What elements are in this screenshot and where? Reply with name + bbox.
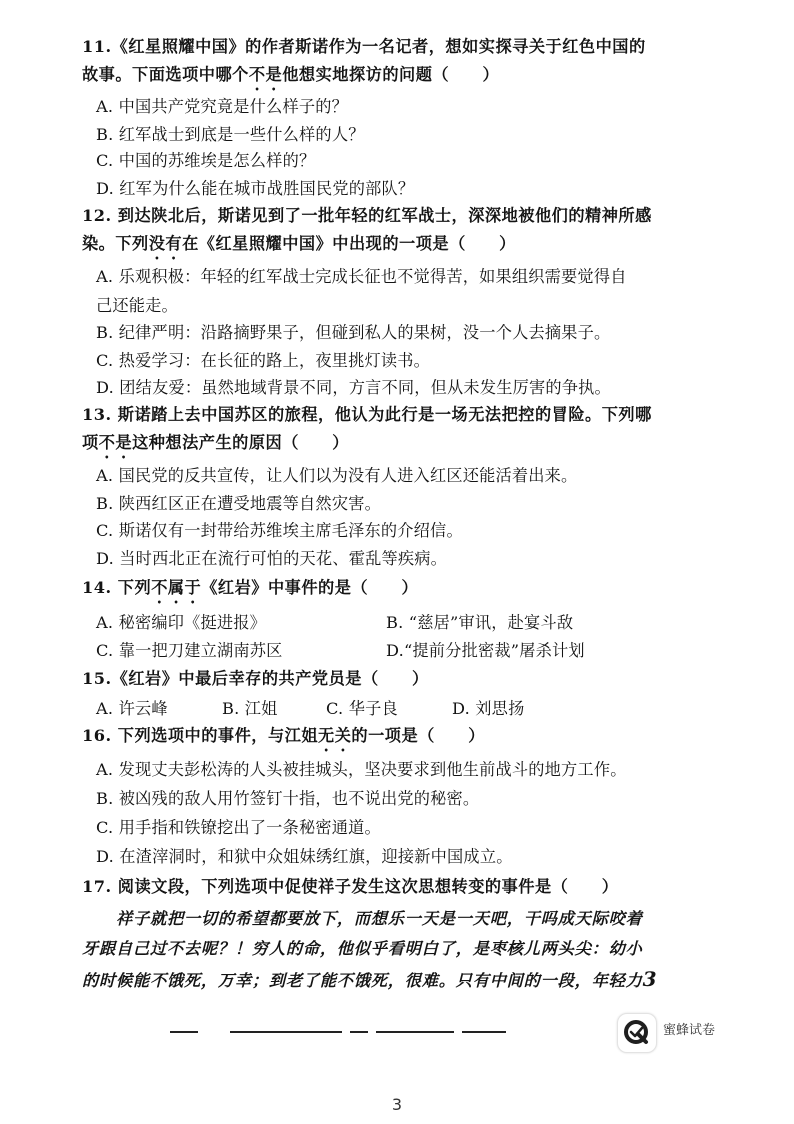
q15-option-d: D. 刘思扬 [452,699,525,718]
q16-stem-text: 16. 下列选项中的事件，与江姐 [82,726,319,745]
q14-option-d: D.“提前分批密裁”屠杀计划 [386,641,585,660]
q13-stem-line2-text: 项 [82,433,99,452]
q11-option-b: B. 红军战士到底是一些什么样的人？ [96,125,365,144]
q15-option-b: B. 江姐 [222,699,278,718]
q13-emphasis: 不是 [98,433,133,452]
q14-option-b: B. “慈居”审讯，赴宴斗敌 [386,613,574,632]
q13-option-b: B. 陕西红区正在遭受地震等自然灾害。 [96,494,381,513]
q14-option-a: A. 秘密编印《挺进报》 [96,613,267,632]
q13-option-c: C. 斯诺仅有一封带给苏维埃主席毛泽东的介绍信。 [96,521,463,540]
q13-option-d: D. 当时西北正在流行可怕的天花、霍乱等疾病。 [96,549,448,568]
q17-passage-line1: 祥子就把一切的希望都要放下，而想乐一天是一天吧，干吗成天际咬着 [116,909,643,928]
rule-segment [230,1031,342,1033]
q11-stem-line2-text: 故事。下面选项中哪个 [82,65,249,84]
q12-option-a-line2: 己还能走。 [96,296,178,315]
q14-stem [82,577,418,607]
q12-option-b: B. 纪律严明：沿路摘野果子，但碰到私人的果树，没一个人去摘果子。 [96,323,611,342]
watermark [617,1013,757,1053]
q12-option-a-line1: A. 乐观积极：年轻的红军战士完成长征也不觉得苦，如果组织需要觉得自 [96,267,627,286]
q12-stem-line1: 12. 到达陕北后，斯诺见到了一批年轻的红军战士，深深地被他们的精神所感 [82,206,652,225]
page-number: 3 [391,1095,403,1114]
page-corner-mark: 3 [642,967,658,991]
q14-stem-tail: 《红岩》中事件的是（ ） [201,578,419,597]
rule-segment [350,1031,368,1033]
rule-segment [170,1031,198,1033]
rule-segment [462,1031,506,1033]
q16-stem [82,725,485,755]
watermark-text: 蜜蜂试卷 [663,1023,716,1038]
q14-emphasis: 不属于 [151,578,202,597]
q17-passage-line3-text: 的时候能不饿死，万幸；到老了能不饿死，很难。只有中间的一段，年轻力 [82,971,643,990]
rule-segment [376,1031,454,1033]
q12-stem-line2-text: 染。下列 [82,234,149,253]
q11-emphasis: 不是 [248,65,283,84]
q11-stem-line2 [82,64,499,94]
q12-stem-line2-tail: 在《红星照耀中国》中出现的一项是（ ） [182,234,516,253]
bee-logo-icon [617,1013,657,1053]
q14-stem-text: 14. 下列 [82,578,152,597]
q12-emphasis: 没有 [148,234,183,253]
bottom-rule-fragments [170,1030,510,1034]
q17-stem: 17. 阅读文段，下列选项中促使祥子发生这次思想转变的事件是（ ） [82,877,619,896]
q11-option-c: C. 中国的苏维埃是怎么样的？ [96,151,316,170]
q12-option-c: C. 热爱学习：在长征的路上，夜里挑灯读书。 [96,351,431,370]
q13-option-a: A. 国民党的反共宣传，让人们以为没有人进入红区还能活着出来。 [96,466,578,485]
q14-option-c: C. 靠一把刀建立湖南苏区 [96,641,283,660]
q16-option-a: A. 发现丈夫彭松涛的人头被挂城头，坚决要求到他生前战斗的地方工作。 [96,760,627,779]
q17-passage-line3 [82,968,657,992]
q13-stem-line2-tail: 这种想法产生的原因（ ） [132,433,349,452]
q15-option-a: A. 许云峰 [96,699,168,718]
q12-stem-line2 [82,233,516,263]
q16-option-d: D. 在渣滓洞时，和狱中众姐妹绣红旗，迎接新中国成立。 [96,847,513,866]
q15-option-c: C. 华子良 [326,699,398,718]
q11-option-d: D. 红军为什么能在城市战胜国民党的部队？ [96,179,415,198]
q16-option-b: B. 被凶残的敌人用竹签钉十指，也不说出党的秘密。 [96,789,480,808]
q16-stem-tail: 的一项是（ ） [351,726,485,745]
q16-emphasis: 无关 [318,726,352,745]
q17-passage-line2: 牙跟自己过不去呢？！穷人的命，他似乎看明白了，是枣核儿两头尖：幼小 [82,939,643,958]
q12-option-d: D. 团结友爱：虽然地域背景不同，方言不同，但从未发生厉害的争执。 [96,378,611,397]
q11-option-a: A. 中国共产党究竟是什么样子的？ [96,97,349,116]
q11-stem-line2-tail: 他想实地探访的问题（ ） [282,65,500,84]
q13-stem-line1: 13. 斯诺踏上去中国苏区的旅程，他认为此行是一场无法把控的冒险。下列哪 [82,405,652,424]
q16-option-c: C. 用手指和铁镣挖出了一条秘密通道。 [96,818,381,837]
q11-stem-line1: 11.《红星照耀中国》的作者斯诺作为一名记者，想如实探寻关于红色中国的 [82,37,646,56]
q13-stem-line2 [82,432,349,462]
q15-stem: 15.《红岩》中最后幸存的共产党员是（ ） [82,669,429,688]
